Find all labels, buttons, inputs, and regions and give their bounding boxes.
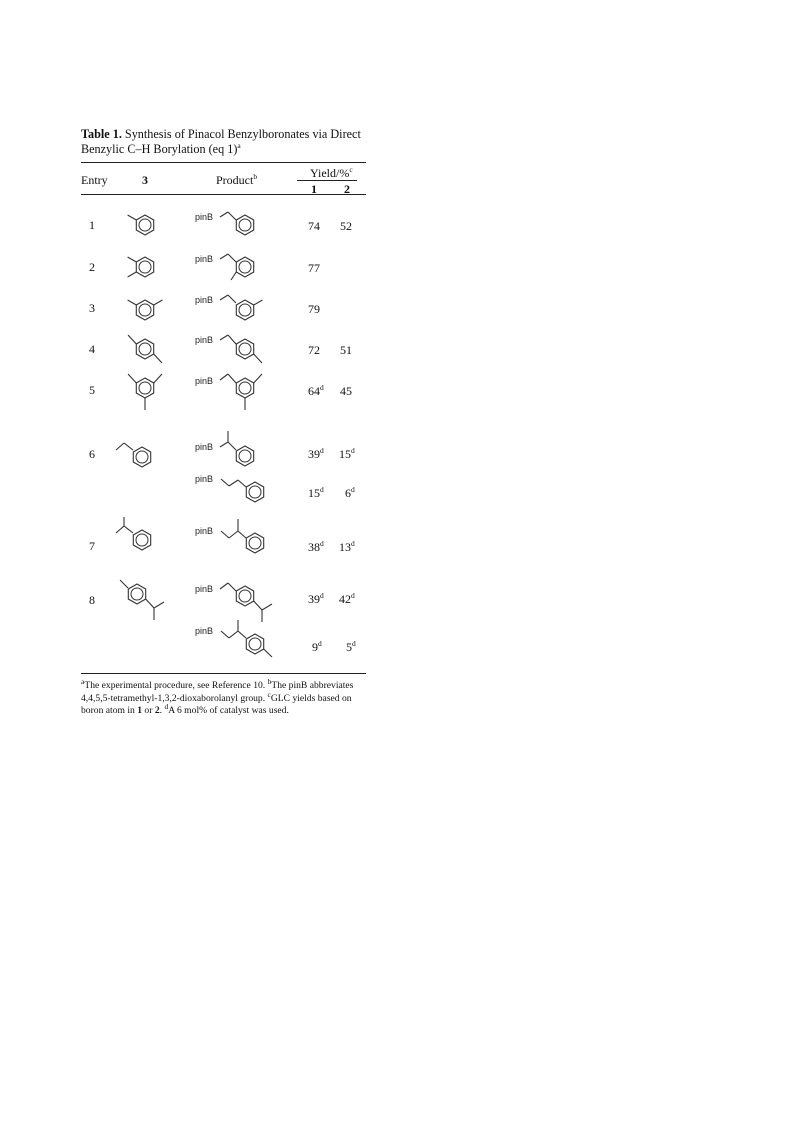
product-structure: [195, 618, 295, 664]
substrate-structure: [118, 368, 178, 418]
substrate-structure: [118, 205, 162, 245]
footnote-c-cat1: 1: [137, 705, 143, 716]
header-yield-sup: c: [349, 165, 353, 174]
pinb-label: pinB: [195, 295, 214, 305]
substrate-structure: [118, 328, 178, 372]
footnote-c-or: or: [142, 705, 155, 716]
header-substrate: 3: [142, 173, 148, 187]
table-footnotes: [81, 676, 371, 718]
header-yield: [310, 166, 353, 181]
pinb-label: pinB: [195, 584, 214, 594]
table-caption: [81, 127, 371, 157]
footnote-a-mark: a: [81, 676, 85, 686]
entry-number: 6: [89, 447, 95, 461]
yield-cat1: 39$^d$: [308, 591, 324, 606]
yield-cat2: 15$^d$: [339, 446, 355, 461]
substrate-structure: [110, 572, 180, 626]
pinb-label: pinB: [195, 442, 214, 452]
table-label: Table 1.: [81, 127, 122, 141]
yield-cat1: 38$^d$: [308, 539, 324, 554]
yield-cat1: 64$^d$: [308, 383, 324, 398]
yield-cat1: 9$^d$: [312, 639, 322, 654]
yield-cat2: 51: [340, 343, 352, 357]
footnote-c-cat2: 2: [154, 705, 160, 716]
footnote-a: The experimental procedure, see Reference 10.: [84, 680, 266, 691]
header-catalyst-1: 1: [311, 182, 317, 196]
footnote-c: GLC yields based on boron atom in: [81, 692, 352, 716]
pinb-label: pinB: [195, 212, 214, 222]
header-product-sup: b: [253, 172, 258, 181]
header-rule: [81, 194, 366, 195]
entry-number: 8: [89, 593, 95, 607]
product-structure: [195, 428, 285, 472]
entry-number: 5: [89, 383, 95, 397]
header-product: [216, 173, 257, 188]
pinb-label: pinB: [195, 474, 214, 484]
header-yield-text: Yield/%: [310, 166, 350, 180]
yield-cat2: 42$^d$: [339, 591, 355, 606]
caption-footnote-mark: a: [237, 140, 241, 150]
entry-number: 2: [89, 260, 95, 274]
yield-cat2: 6$^d$: [345, 485, 355, 500]
footnote-b: The pinB abbreviates 4,4,5,5-tetramethyl-1,3,2-dioxaborolanyl group.: [81, 680, 354, 704]
footnote-b-mark: b: [267, 676, 272, 686]
substrate-structure: [108, 512, 168, 558]
pinb-label: pinB: [195, 626, 214, 636]
product-structure: [195, 328, 285, 372]
entry-number: 7: [89, 539, 95, 553]
yield-cat2: 13$^d$: [339, 539, 355, 554]
top-rule: [81, 162, 366, 163]
pinb-label: pinB: [195, 254, 214, 264]
pinb-label: pinB: [195, 376, 214, 386]
substrate-structure: [118, 247, 162, 287]
yield-cat1: 39$^d$: [308, 446, 324, 461]
substrate-structure: [118, 288, 178, 328]
yield-cat1: 15$^d$: [308, 485, 324, 500]
yield-cat1: 72: [308, 343, 320, 357]
product-structure: [195, 470, 285, 510]
entry-number: 4: [89, 342, 95, 356]
yield-cat2: 52: [340, 219, 352, 233]
product-structure: [195, 205, 275, 245]
footnote-d-mark: d: [164, 701, 169, 711]
yield-cat1: 79: [308, 302, 320, 316]
yield-cat2: 45: [340, 384, 352, 398]
header-catalyst-2: 2: [344, 182, 350, 196]
product-structure: [195, 368, 285, 418]
yield-cat1: 74: [308, 219, 320, 233]
header-entry: Entry: [81, 173, 108, 187]
entry-number: 3: [89, 301, 95, 315]
yield-cat2: 5$^d$: [346, 639, 356, 654]
bottom-rule: [81, 673, 366, 674]
yield-cat1: 77: [308, 261, 320, 275]
substrate-structure: [110, 436, 170, 476]
footnote-c-end: .: [159, 705, 163, 716]
pinb-label: pinB: [195, 335, 214, 345]
footnote-c-mark: c: [267, 689, 271, 699]
product-structure: [195, 512, 285, 558]
product-structure: [195, 247, 275, 287]
pinb-label: pinB: [195, 526, 214, 536]
entry-number: 1: [89, 218, 95, 232]
footnote-d: A 6 mol% of catalyst was used.: [168, 705, 289, 716]
header-product-text: Product: [216, 173, 254, 187]
table-title: Synthesis of Pinacol Benzylboronates via Direct Benzylic C–H Borylation (eq 1): [81, 127, 361, 156]
product-structure: [195, 288, 285, 328]
